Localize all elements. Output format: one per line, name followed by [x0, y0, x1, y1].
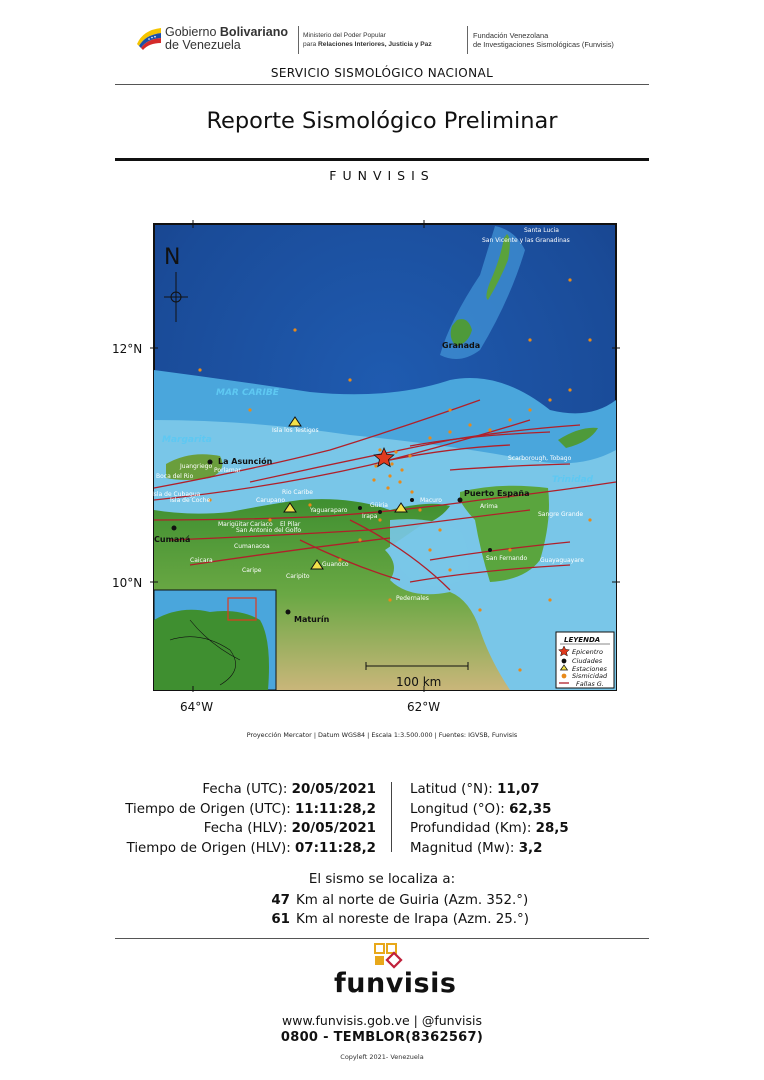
inset-map [154, 590, 276, 690]
location-item: 61 Km al noreste de Irapa (Azm. 25.°) [271, 912, 529, 927]
info-row: Fecha (HLV): 20/05/2021 [203, 821, 376, 836]
north-label: N [164, 245, 181, 270]
map-label: Cumanacoa [234, 543, 270, 550]
info-row: Profundidad (Km): 28,5 [410, 821, 569, 836]
funvisis-wordmark: funvisis [334, 968, 457, 999]
lon-label-64: 64°W [180, 700, 214, 714]
map-label: Arima [480, 503, 498, 510]
legend-city-icon [562, 659, 567, 664]
map-label: Guanoco [322, 561, 349, 568]
map-label: Granada [442, 341, 481, 350]
map-label: El Pilar [280, 521, 301, 528]
info-row: Tiempo de Origen (UTC): 11:11:28,2 [125, 801, 376, 817]
location-list [268, 891, 529, 929]
projection-note: Proyección Mercator | Datum WGS84 | Escala 1:3.500.000 | Fuentes: IGVSB, Funvisis [246, 731, 518, 739]
trinidad-label: Trinidad [552, 475, 594, 485]
website-handle: www.funvisis.gob.ve | @funvisis [282, 1013, 482, 1028]
map-label: Caripito [286, 573, 310, 580]
lat-label-10: 10°N [112, 576, 143, 590]
info-row: Longitud (°O): 62,35 [410, 801, 552, 817]
map-label: Caripe [242, 567, 262, 574]
header-divider [298, 26, 299, 54]
map-label: San Vicente y las Granadinas [482, 237, 570, 244]
map-label: Juangriego [180, 463, 213, 470]
map-label: Güiria [370, 502, 388, 509]
map-label: Cumaná [154, 535, 191, 544]
map-label: Pedernales [396, 595, 429, 602]
divider [115, 84, 649, 85]
map-label: Maturín [294, 615, 330, 624]
map-label: Marigüitar [218, 521, 249, 528]
map-label: Boca del Rio [156, 473, 194, 480]
location-title: El sismo se localiza a: [308, 872, 456, 887]
divider [115, 158, 649, 161]
map-label: Carupano [256, 497, 286, 504]
map-label: Sangre Grande [538, 511, 584, 518]
info-row: Tiempo de Origen (HLV): 07:11:28,2 [126, 840, 376, 856]
info-divider [391, 782, 392, 852]
report-title: Reporte Sismológico Preliminar [206, 108, 558, 134]
map-label: Rio Caribe [282, 489, 313, 496]
map-label: Isla de Cubagua [152, 491, 201, 498]
event-info-right [410, 780, 650, 858]
location-item: 47 Km al norte de Guiria (Azm. 352.°) [271, 893, 529, 908]
map-label: Santa Lucia [524, 227, 559, 234]
map-label: Irapa [362, 513, 378, 520]
scale-label: 100 km [396, 675, 442, 689]
hotline: 0800 - TEMBLOR(8362567) [280, 1030, 484, 1045]
venezuela-flag-logo [135, 24, 163, 52]
map-label: Isla los Testigos [272, 427, 319, 434]
map-label: San Antonio del Golfo [236, 527, 302, 534]
map-label: Cariaco [250, 521, 273, 528]
service-title: SERVICIO SISMOLÓGICO NACIONAL [270, 66, 494, 80]
epicenter-map [150, 220, 620, 692]
legend-item: Estaciones [572, 665, 607, 673]
map-label: Macuro [420, 497, 442, 504]
event-info-left [100, 780, 376, 858]
header [135, 22, 635, 58]
header-divider [467, 26, 468, 54]
copyleft: Copyleft 2021- Venezuela [340, 1053, 424, 1061]
legend-item: Epicentro [572, 648, 603, 656]
info-row: Latitud (°N): 11,07 [410, 782, 540, 797]
map-label: Scarborough, Tobago [508, 455, 572, 462]
map-legend [556, 632, 614, 688]
info-row: Fecha (UTC): 20/05/2021 [202, 782, 376, 797]
legend-item: Sismicidad [572, 672, 608, 680]
divider [115, 938, 649, 939]
info-row: Magnitud (Mw): 3,2 [410, 840, 543, 856]
legend-item: Fallas G. [576, 680, 604, 688]
map-label: Isla de Coche [170, 497, 211, 504]
lon-label-62: 62°W [407, 700, 441, 714]
map-label: San Fernando [486, 555, 528, 562]
map-label: Porlamar [214, 467, 241, 474]
legend-item: Ciudades [572, 657, 603, 665]
map-canvas [150, 220, 620, 692]
sea-label: MAR CARIBE [216, 388, 279, 398]
map-label: Guayaguayare [540, 557, 584, 564]
fundacion-text: Fundación Venezolana de Investigaciones Sismológicas (Funvisis) [473, 31, 614, 49]
margarita-label: Margarita [162, 435, 212, 445]
map-label: La Asunción [218, 457, 273, 466]
map-label: Puerto España [464, 489, 530, 498]
legend-title: LEYENDA [564, 636, 601, 644]
lat-label-12: 12°N [112, 342, 143, 356]
map-label: Caicara [190, 557, 213, 564]
gobierno-logo-text: Gobierno Bolivariano de Venezuela [165, 25, 288, 52]
map-label: Yaguaraparo [310, 507, 348, 514]
agency-label: FUNVISIS [329, 168, 435, 183]
legend-seismicity-icon [562, 674, 567, 679]
ministerio-text: Ministerio del Poder Popular para Relaciones Interiores, Justicia y Paz [303, 32, 432, 48]
